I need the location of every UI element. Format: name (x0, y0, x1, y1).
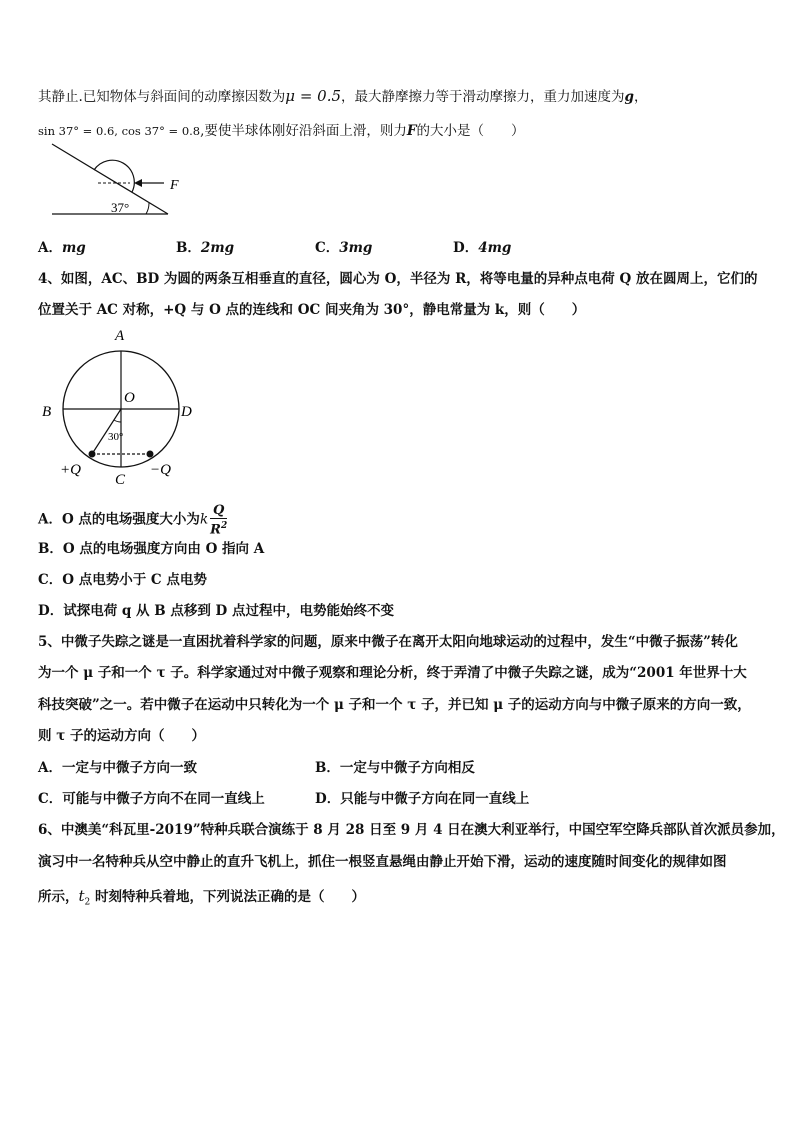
denominator-base: R (210, 522, 221, 538)
label-plus-q: +Q (60, 462, 81, 478)
q4-option-d[interactable]: D．试探电荷 q 从 B 点移到 D 点过程中，电势能始终不变 (38, 603, 394, 619)
minus-charge (147, 451, 154, 458)
denominator (210, 519, 227, 537)
q5-option-d[interactable]: D．只能与中微子方向在同一直线上 (315, 791, 530, 807)
incline-surface (52, 144, 168, 214)
option-value: mg (61, 240, 86, 256)
mu-expression: μ = 0.5 (285, 87, 342, 105)
force-label: F (170, 178, 179, 193)
q6-stem-line-3 (38, 886, 758, 913)
label-a: A (115, 328, 125, 344)
q5-option-a[interactable]: A．一定与中微子方向一致 (38, 760, 197, 776)
q5-option-b[interactable]: B．一定与中微子方向相反 (315, 760, 475, 776)
q4-option-a[interactable] (38, 503, 758, 537)
q6-stem-line-1: 6、中澳美“科瓦里-2019”特种兵联合演练于 8 月 28 日至 9 月 4 日在澳大利亚举行，中国空军空降兵部队首次派员参加， (38, 822, 785, 838)
q3-option-b[interactable] (176, 238, 234, 258)
arrow-head (134, 179, 142, 187)
incline-figure (48, 142, 198, 220)
q3-option-c[interactable] (315, 238, 372, 258)
q3-option-a[interactable] (38, 238, 86, 258)
t2-symbol: t (78, 887, 85, 905)
q5-stem-line-1: 5、中微子失踪之谜是一直困扰着科学家的问题，原来中微子在离开太阳向地球运动的过程中，发生“中微子振荡”转化 (38, 634, 738, 650)
q6-stem-line-2: 演习中一名特种兵从空中静止的直升飞机上，抓住一根竖直悬绳由静止开始下滑，运动的速度随时间变化的规律如图 (38, 854, 727, 870)
q5-stem-line-3: 科技突破”之一。若中微子在运动中只转化为一个 μ 子和一个 τ 子，并已知 μ 子的运动方向与中微子原来的方向一致， (38, 697, 751, 713)
label-d: D (181, 404, 192, 420)
denominator-exponent: 2 (220, 521, 228, 531)
option-label: A． (38, 240, 62, 256)
option-value: 2mg (200, 240, 235, 256)
hemisphere (94, 160, 134, 192)
angle-arc (114, 420, 121, 422)
force-symbol: F (406, 123, 417, 139)
circle-figure (38, 322, 208, 490)
q3-text: 的大小是（ ） (416, 123, 525, 139)
option-label: C． (315, 240, 340, 256)
fraction (210, 503, 227, 537)
q6-text: 所示， (38, 889, 79, 905)
option-value: 3mg (339, 240, 373, 256)
q6-text: 时刻特种兵着地，下列说法正确的是（ ） (90, 889, 365, 905)
q5-option-c[interactable]: C．可能与中微子方向不在同一直线上 (38, 791, 265, 807)
q3-option-d[interactable] (453, 238, 511, 258)
q3-text: ,要使半球体刚好沿斜面上滑，则力 (200, 123, 407, 139)
angle-label: 37° (111, 200, 130, 215)
option-text: A．O 点的电场强度大小为 (38, 511, 200, 528)
t2-subscript: 2 (84, 897, 91, 908)
q3-text: ， (633, 89, 648, 105)
q5-stem-line-2: 为一个 μ 子和一个 τ 子。科学家通过对中微子观察和理论分析，终于弄清了中微子失踪之谜，成为“2001 年世界十大 (38, 665, 747, 681)
label-o: O (124, 390, 135, 406)
q4-option-c[interactable]: C．O 点电势小于 C 点电势 (38, 572, 207, 588)
label-b: B (42, 404, 52, 420)
q3-text: ，最大静摩擦力等于滑动摩擦力，重力加速度为 (341, 89, 625, 105)
numerator: Q (210, 503, 227, 519)
q3-line-1 (38, 86, 758, 107)
g-symbol: g (624, 89, 634, 105)
q4-stem-line-1: 4、如图，AC、BD 为圆的两条互相垂直的直径，圆心为 O，半径为 R，将等电量的异种点电荷 Q 放在圆周上，它们的 (38, 271, 758, 287)
q3-line-2 (38, 121, 758, 141)
option-label: B． (176, 240, 201, 256)
q3-text: 其静止.已知物体与斜面间的动摩擦因数为 (38, 89, 286, 105)
option-value: 4mg (478, 240, 512, 256)
q5-stem-line-4: 则 τ 子的运动方向（ ） (38, 728, 205, 744)
q4-stem-line-2: 位置关于 AC 对称，+Q 与 O 点的连线和 OC 间夹角为 30°，静电常量为 k，则（ ） (38, 302, 586, 318)
label-minus-q: −Q (150, 462, 171, 478)
label-c: C (115, 472, 126, 488)
plus-charge (89, 451, 96, 458)
option-label: D． (453, 240, 479, 256)
angle-arc (146, 203, 149, 214)
trig-values: sin 37° = 0.6, cos 37° = 0.8 (38, 124, 201, 138)
label-angle: 30° (108, 431, 124, 443)
q4-option-b[interactable]: B．O 点的电场强度方向由 O 指向 A (38, 541, 265, 557)
k-symbol: k (199, 511, 209, 528)
